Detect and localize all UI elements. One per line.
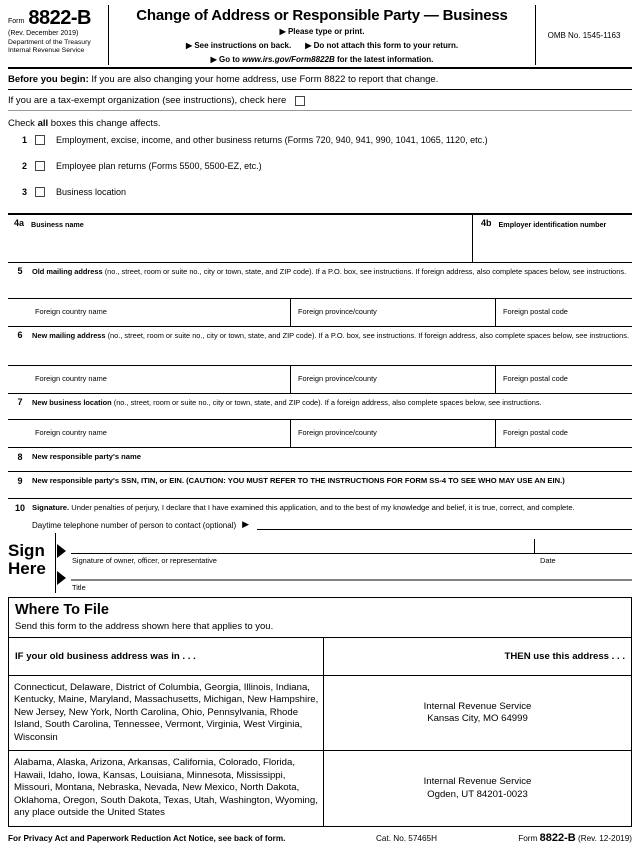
foreign-postal-label: Foreign postal code [503,307,568,317]
agency-line: Internal Revenue Service [8,47,85,55]
irs-address [323,676,631,750]
foreign-province-label: Foreign province/county [298,307,377,317]
line-1-checkbox[interactable] [35,135,45,145]
new-foreign-province-input[interactable] [290,366,495,393]
foreign-postal-label: Foreign postal code [503,428,568,438]
footer-form-word: Form [518,833,540,843]
location-foreign-province-input[interactable] [290,420,495,447]
old-foreign-postal-input[interactable] [495,299,632,326]
where-to-file-subtext: Send this form to the address shown here that applies to you. [9,620,631,638]
business-name-input-area[interactable] [8,215,472,262]
responsible-party-ssn-input-area[interactable] [8,472,632,499]
foreign-province-label: Foreign province/county [298,374,377,384]
line-3-number: 3 [22,187,28,198]
line-6-number: 6 [17,330,23,341]
sign-here-lines [56,533,632,593]
instruction-line-3 [115,55,529,66]
line-3-label: Business location [56,187,127,198]
date-label: Date [540,556,556,566]
new-mailing-address-bold: New mailing address [32,331,108,341]
new-foreign-country-input[interactable] [8,366,290,393]
form-title-block [109,5,535,65]
omb-number: OMB No. 1545-1163 [547,30,621,40]
check-all-bold: all [37,118,49,130]
instruction-see-back: ▶ See instructions on back. [185,40,292,50]
sign-here-block [8,533,632,593]
if-column-header: IF your old business address was in . . . [15,651,196,663]
line-4b-number: 4b [481,218,492,229]
new-business-location-label [32,397,632,419]
line-1-number: 1 [22,135,28,146]
instruction-line-2 [115,41,529,52]
irs-url: www.irs.gov/Form8822B [242,54,335,64]
daytime-phone-label: Daytime telephone number of person to contact (optional) [32,521,237,531]
catalog-number: Cat. No. 57465H [376,833,437,843]
before-you-begin-text: If you are also changing your home address, use Form 8822 to report that change. [88,74,439,86]
irs-address [323,751,631,825]
form-footer [8,832,632,844]
line-1-label: Employment, excise, income, and other business returns (Forms 720, 940, 941, 990, 1041, 1065, 1120, etc.) [56,135,488,146]
foreign-country-label: Foreign country name [35,307,107,317]
instruction-line-1: ▶ Please type or print. [279,27,365,36]
business-name-label: Business name [31,220,84,230]
omb-box [535,5,632,65]
signature-bold: Signature. [32,503,72,513]
signature-line-label: Signature of owner, officer, or representative [72,556,217,566]
form-number: 8822-B [28,7,91,29]
where-to-file-heading: Where To File [15,602,109,619]
foreign-postal-label: Foreign postal code [503,374,568,384]
states-list: Alabama, Alaska, Arizona, Arkansas, California, Colorado, Florida, Hawaii, Idaho, Iowa, Kansas, Louisiana, Minnesota, Mississippi, Missouri, Montana, Nebraska, Nevada, New Mexico, North Dakota, Oklahoma, Oregon, South Dakota, Texas, Utah, Washington, Wyoming, any place outside the United States [14,757,318,819]
irs-address-line1: Internal Revenue Service [423,700,532,712]
where-to-file-header-row [9,638,631,676]
line-10-block [8,499,632,530]
old-mailing-address-bold: Old mailing address [32,267,105,277]
irs-address-line1: Internal Revenue Service [423,776,532,788]
line-9-number: 9 [17,476,23,487]
irs-address-line2: Ogden, UT 84201-0023 [427,788,528,800]
old-mailing-address-rest: (no., street, room or suite no., city or town, state, and ZIP code). If a P.O. box, see instructions. If foreign address, also complete spaces below, see instructions. [104,267,627,277]
line-2-label: Employee plan returns (Forms 5500, 5500-EZ, etc.) [56,161,262,172]
check-item-1 [8,135,632,145]
where-row-ogden [9,751,631,825]
line-4a-number: 4a [14,218,25,229]
privacy-act-notice: For Privacy Act and Paperwork Reduction Act Notice, see back of form. [8,833,286,843]
ein-input-area[interactable] [472,215,632,262]
form-word: Form [8,18,25,25]
tax-exempt-row [8,90,632,111]
new-mailing-address-rest: (no., street, room or suite no., city or town, state, and ZIP code). If a P.O. box, see instructions. If foreign address, also complete spaces below, see instructions. [107,331,630,341]
department-line: Department of the Treasury [8,39,91,46]
check-all-pre: Check [8,118,38,130]
irs-address-line2: Kansas City, MO 64999 [427,713,528,725]
new-business-location-bold: New business location [32,398,114,408]
date-input-cell[interactable] [534,539,632,554]
check-item-2 [8,161,632,171]
old-mailing-address-label [32,266,632,298]
line-5-number: 5 [17,266,23,277]
line-2-number: 2 [22,161,28,172]
sign-word: Sign [8,541,45,561]
foreign-country-label: Foreign country name [35,428,107,438]
foreign-province-label: Foreign province/county [298,428,377,438]
line-4-row [8,213,632,263]
line-8-number: 8 [17,452,23,463]
form-title: Change of Address or Responsible Party — Business [136,7,508,24]
pointer-icon: ▶ [242,519,250,530]
instruction-goto-pre: ▶ Go to [210,54,243,64]
footer-form-number: 8822-B [539,831,576,844]
sign-here-label [8,533,55,593]
line-2-checkbox[interactable] [35,161,45,171]
line-3-checkbox[interactable] [35,187,45,197]
new-mailing-address-input-area[interactable] [8,327,632,365]
title-line-label: Title [72,583,86,593]
line-5-foreign-row [8,298,632,327]
tax-exempt-text: If you are a tax-exempt organization (see instructions), check here [8,95,287,107]
form-id-block [8,5,109,65]
signature-input-line[interactable] [71,533,534,554]
title-input-line[interactable] [71,566,632,581]
instruction-goto-post: for the latest information. [334,54,434,64]
where-row-kansas-city [9,676,631,751]
where-to-file-box [8,597,632,827]
form-header [8,5,632,69]
location-foreign-country-input[interactable] [8,420,290,447]
responsible-party-name-input-area[interactable] [8,448,632,472]
new-business-location-rest: (no., street, room or suite no., city or town, state, and ZIP code). If a foreign address, also complete spaces below, see instructions. [113,398,542,408]
form-revision: (Rev. December 2019) [8,30,79,37]
line-10-number: 10 [14,503,25,514]
daytime-phone-row [32,519,632,530]
old-mailing-address-input-area[interactable] [8,263,632,298]
check-all-heading [8,118,632,129]
footer-form-id [518,832,632,844]
line-7-foreign-row [8,419,632,448]
footer-form-rev: (Rev. 12-2019) [575,833,632,843]
states-list: Connecticut, Delaware, District of Columbia, Georgia, Illinois, Indiana, Kentucky, Maine, Maryland, Massachusetts, Michigan, New Hampshire, New Jersey, New York, North Carolina, Ohio, Pennsylvania, Rhode Island, South Carolina, Tennessee, Vermont, Virginia, West Virginia, Wisconsin [14,682,319,743]
foreign-country-label: Foreign country name [35,374,107,384]
new-foreign-postal-input[interactable] [495,366,632,393]
location-foreign-postal-input[interactable] [495,420,632,447]
check-all-post: boxes this change affects. [48,118,161,130]
before-you-begin-row [8,69,632,90]
old-foreign-country-input[interactable] [8,299,290,326]
responsible-party-name-label: New responsible party's name [32,452,142,462]
old-foreign-province-input[interactable] [290,299,495,326]
then-column-header: THEN use this address . . . [323,638,631,675]
signature-rest: Under penalties of perjury, I declare that I have examined this application, and to the best of my knowledge and belief, it is true, correct, and complete. [71,503,575,513]
here-word: Here [8,559,46,579]
responsible-party-ssn-label: New responsible party's SSN, ITIN, or EIN. (CAUTION: YOU MUST REFER TO THE INSTRUCTIONS FOR FORM SS-4 TO SEE WHO MAY USE AN EIN.) [32,476,565,486]
new-business-location-input-area[interactable] [8,394,632,419]
new-mailing-address-label [32,330,632,365]
instruction-no-attach: ▶ Do not attach this form to your return. [305,40,459,50]
check-item-3 [8,187,632,197]
daytime-phone-input-line[interactable] [257,519,632,530]
signature-declaration [32,503,632,514]
line-7-number: 7 [17,397,23,408]
ein-label: Employer identification number [498,220,607,230]
tax-exempt-checkbox[interactable] [295,96,305,106]
before-you-begin-label: Before you begin: [8,74,89,86]
line-6-foreign-row [8,365,632,394]
